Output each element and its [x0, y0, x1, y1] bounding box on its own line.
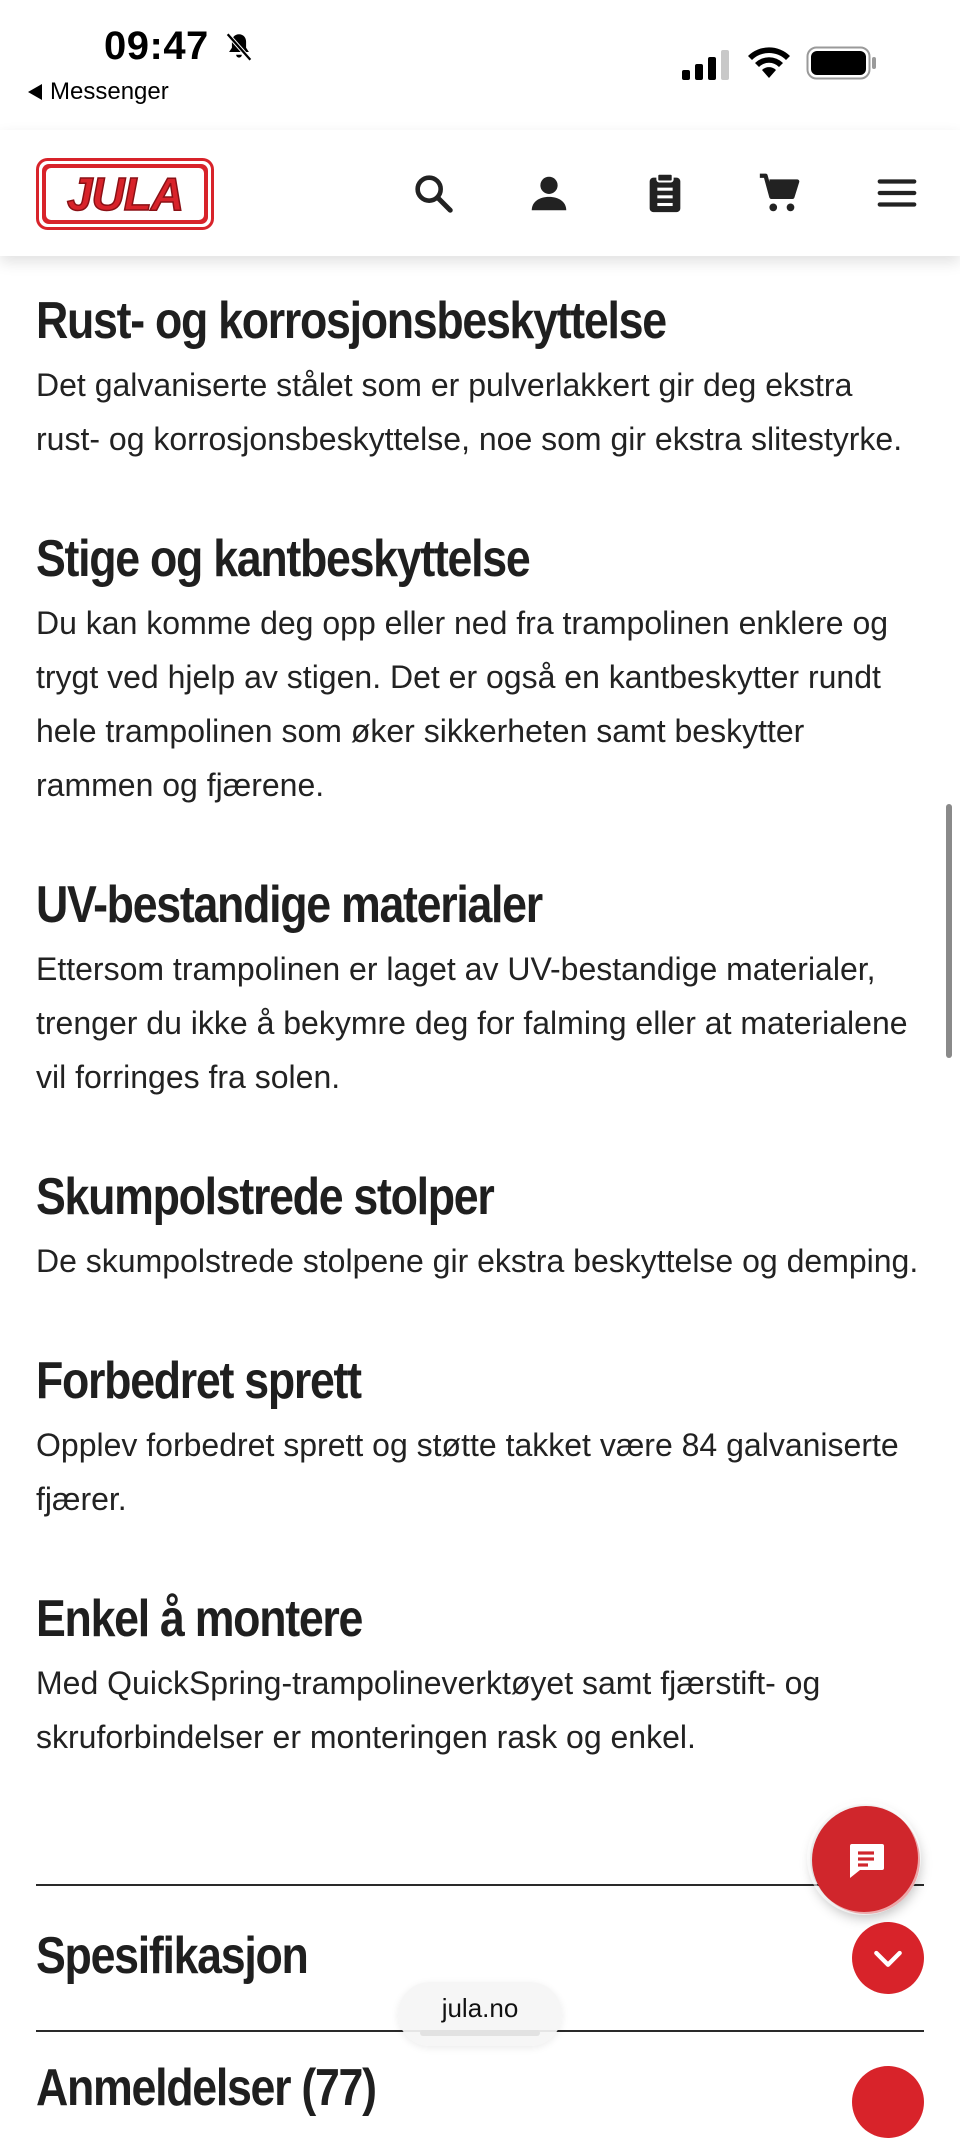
cellular-signal-icon: [680, 48, 732, 82]
feature-heading: Stige og kantbeskyttelse: [36, 530, 530, 588]
logo-text: JULA: [66, 168, 184, 220]
wifi-icon: [746, 44, 792, 80]
feature-section: [36, 874, 924, 1104]
feature-section: [36, 1588, 924, 1764]
expand-reviews-button[interactable]: [852, 2066, 924, 2138]
expand-specification-button[interactable]: [852, 1922, 924, 1994]
feature-section: [36, 1350, 924, 1526]
section-divider: [36, 1884, 924, 1886]
account-icon[interactable]: [526, 170, 572, 216]
reviews-accordion-title[interactable]: Anmeldelser (77): [36, 2059, 376, 2117]
scroll-indicator[interactable]: [946, 804, 952, 1058]
specification-accordion-title[interactable]: Spesifikasjon: [36, 1927, 308, 1985]
back-app-label: Messenger: [50, 78, 169, 105]
chat-bubble-icon: [842, 1836, 890, 1884]
feature-heading: Skumpolstrede stolper: [36, 1168, 494, 1226]
battery-icon: [806, 46, 878, 80]
status-bar: [0, 0, 960, 130]
jula-logo[interactable]: [36, 158, 214, 230]
bell-muted-icon: [222, 30, 256, 64]
feature-heading: Enkel å montere: [36, 1590, 363, 1648]
chat-button[interactable]: [812, 1806, 920, 1914]
clipboard-icon[interactable]: [642, 170, 688, 216]
feature-section: [36, 528, 924, 812]
feature-heading: Rust- og korrosjonsbeskyttelse: [36, 292, 666, 350]
back-to-app-link[interactable]: [28, 78, 169, 106]
feature-section: [36, 1166, 924, 1288]
url-text: jula.no: [441, 1992, 519, 2023]
site-header: [0, 130, 960, 256]
feature-text: Opplev forbedret sprett og støtte takket være 84 galvaniserte fjærer.: [36, 1427, 899, 1517]
feature-text: Du kan komme deg opp eller ned fra trampolinen enklere og trygt ved hjelp av stigen. Det er også en kantbeskytter rundt hele trampolinen som øker sikkerheten samt beskytter rammen og fjærene.: [36, 605, 889, 803]
browser-url-pill[interactable]: [398, 1982, 562, 2046]
feature-heading: Forbedret sprett: [36, 1352, 361, 1410]
feature-text: Ettersom trampolinen er laget av UV-bestandige materialer, trenger du ikke å bekymre deg for falming eller at materialene vil forringes fra solen.: [36, 951, 908, 1095]
cart-icon[interactable]: [756, 170, 802, 216]
menu-icon[interactable]: [874, 170, 920, 216]
home-indicator: [420, 2030, 540, 2036]
back-arrow-icon: [28, 84, 42, 100]
feature-text: Det galvaniserte stålet som er pulverlakkert gir deg ekstra rust- og korrosjonsbeskyttelse, noe som gir ekstra slitestyrke.: [36, 367, 903, 457]
feature-heading: UV-bestandige materialer: [36, 876, 542, 934]
feature-text: De skumpolstrede stolpene gir ekstra beskyttelse og demping.: [36, 1243, 919, 1279]
search-icon[interactable]: [410, 170, 456, 216]
clock: 09:47: [104, 24, 209, 68]
chevron-down-icon: [868, 1938, 908, 1978]
feature-section: [36, 290, 924, 466]
product-features: [36, 290, 924, 1826]
feature-text: Med QuickSpring-trampolineverktøyet samt fjærstift- og skruforbindelser er monteringen rask og enkel.: [36, 1665, 821, 1755]
